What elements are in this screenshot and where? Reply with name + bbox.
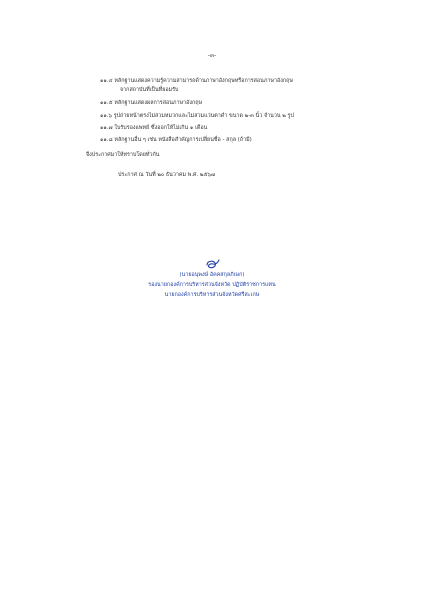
signatory-title-line-2: นายกองค์การบริหารส่วนจังหวัดศรีสะเกษ: [164, 292, 260, 298]
list-item: ๑๑.๔ หลักฐานแสดงความรู้ความสามารถด้านภาษาอังกฤษหรือการสอนภาษาอังกฤษ: [100, 78, 293, 84]
list-item: ๑๑.๕ หลักฐานแสดงผลการสอนภาษาอังกฤษ: [100, 100, 203, 106]
closing-statement: จึงประกาศมาให้ทราบโดยทั่วกัน: [86, 152, 160, 158]
list-item-continuation: จากสถาบันที่เป็นที่ยอมรับ: [120, 87, 179, 93]
announcement-date: ประกาศ ณ วันที่ ๒๐ ธันวาคม พ.ศ. ๒๕๖๗: [118, 172, 216, 178]
list-item: ๑๑.๘ หลักฐานอื่น ๆ เช่น หนังสือสำคัญการเปลี่ยนชื่อ - สกุล (ถ้ามี): [100, 137, 252, 143]
page-number: -๓-: [207, 52, 217, 59]
list-item: ๑๑.๖ รูปถ่ายหน้าตรงไม่สวมหมวกและไม่สวมแว่นตาดำ ขนาด ๒-๓ นิ้ว จำนวน ๒ รูป: [100, 113, 294, 119]
signature-mark: [204, 258, 222, 270]
list-item: ๑๑.๗ ใบรับรองแพทย์ ซึ่งออกให้ไม่เกิน ๑ เดือน: [100, 125, 208, 131]
signatory-name: (นายอนุพงษ์ อัคคสกุลภิเษก): [179, 272, 245, 278]
signatory-title-line-1: รองนายกองค์การบริหารส่วนจังหวัด ปฏิบัติราชการแทน: [148, 282, 276, 288]
